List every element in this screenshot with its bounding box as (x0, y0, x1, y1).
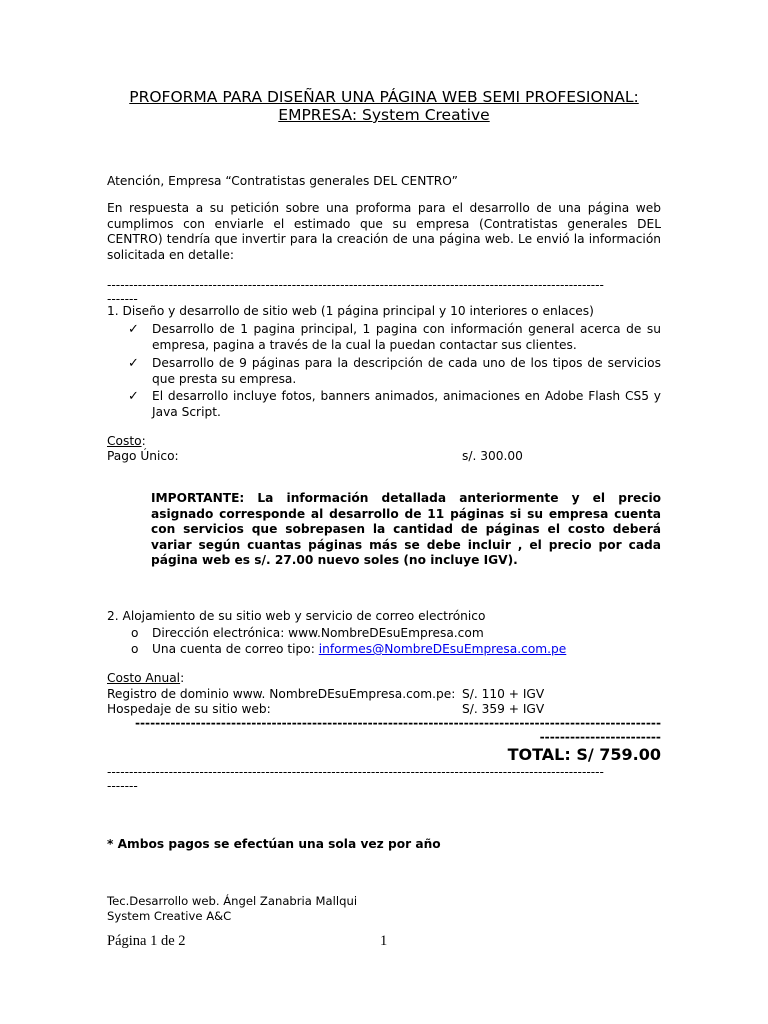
payment-label: Pago Único: (107, 449, 179, 463)
hosting-value: S/. 359 + IGV (462, 702, 545, 716)
total-separator: -------------------------------------------------------------------------------------------------------- (134, 716, 661, 730)
separator-line: ----------------------------------------------------------------------------------------------------------------- (107, 278, 604, 292)
separator-line-tail: ------- (107, 779, 138, 793)
footer-page-number: 1 (380, 933, 388, 949)
total-separator-tail: ------------------------ (539, 730, 661, 744)
check-item-1: Desarrollo de 1 pagina principal, 1 pagina con información general acerca de su empresa, pagina a través de la cual la puedan contactar sus clientes. (152, 322, 661, 352)
signature-name: Tec.Desarrollo web. Ángel Zanabria Mallqui (107, 894, 358, 908)
annual-cost-label (107, 671, 184, 685)
separator-line-tail: ------- (107, 292, 138, 306)
check-item-2: Desarrollo de 9 páginas para la descripción de cada uno de los tipos de servicios que presta su empresa. (152, 356, 661, 386)
checkmark-icon: ✓ (128, 356, 139, 371)
email-item (152, 642, 566, 656)
total-amount: TOTAL: S/ 759.00 (507, 745, 661, 764)
web-address-item: Dirección electrónica: www.NombreDEsuEmpresa.com (152, 626, 484, 640)
email-item-prefix: Una cuenta de correo tipo: (152, 642, 319, 656)
check-item-3: El desarrollo incluye fotos, banners animados, animaciones en Adobe Flash CS5 y Java Script. (152, 389, 661, 419)
document-title-line1: PROFORMA PARA DISEÑAR UNA PÁGINA WEB SEMI PROFESIONAL: (129, 88, 639, 106)
cost-label (107, 434, 146, 448)
attention-line: Atención, Empresa “Contratistas generales DEL CENTRO” (107, 174, 458, 188)
section1-heading: 1. Diseño y desarrollo de sitio web (1 página principal y 10 interiores o enlaces) (107, 304, 594, 318)
separator-line: ----------------------------------------------------------------------------------------------------------------- (107, 765, 604, 779)
section2-heading: 2. Alojamiento de su sitio web y servicio de correo electrónico (107, 609, 486, 623)
footer-page-label: Página 1 de 2 (107, 933, 186, 949)
domain-value: S/. 110 + IGV (462, 687, 545, 701)
circle-bullet-icon: o (131, 642, 139, 656)
document-title-line2: EMPRESA: System Creative (278, 106, 490, 124)
intro-paragraph: En respuesta a su petición sobre una proforma para el desarrollo de una página web cumplimos con enviarle el estimado que su empresa (Contratistas generales DEL CENTRO) tendría que invertir para la creación de una página web. Le envió la información solicitada en detalle: (107, 201, 661, 262)
domain-label: Registro de dominio www. NombreDEsuEmpresa.com.pe: (107, 687, 456, 701)
annual-cost-label-colon: : (180, 671, 185, 685)
cost-label-text: Costo (107, 434, 142, 448)
payment-note: * Ambos pagos se efectúan una sola vez por año (107, 837, 441, 851)
circle-bullet-icon: o (131, 626, 139, 640)
annual-cost-label-text: Costo Anual (107, 671, 181, 685)
checkmark-icon: ✓ (128, 322, 139, 337)
checkmark-icon: ✓ (128, 389, 139, 404)
payment-value: s/. 300.00 (462, 449, 523, 463)
hosting-label: Hospedaje de su sitio web: (107, 702, 271, 716)
signature-company: System Creative A&C (107, 909, 232, 923)
important-notice: IMPORTANTE: La información detallada anteriormente y el precio asignado corresponde al desarrollo de 11 páginas si su empresa cuenta con servicios que sobrepasen la cantidad de páginas el costo deberá variar según cuantas páginas más se debe incluir , el precio por cada página web es s/. 27.00 nuevo soles (no incluye IGV). (151, 491, 661, 567)
email-link[interactable]: informes@NombreDEsuEmpresa.com.pe (318, 642, 567, 656)
cost-label-colon: : (141, 434, 146, 448)
